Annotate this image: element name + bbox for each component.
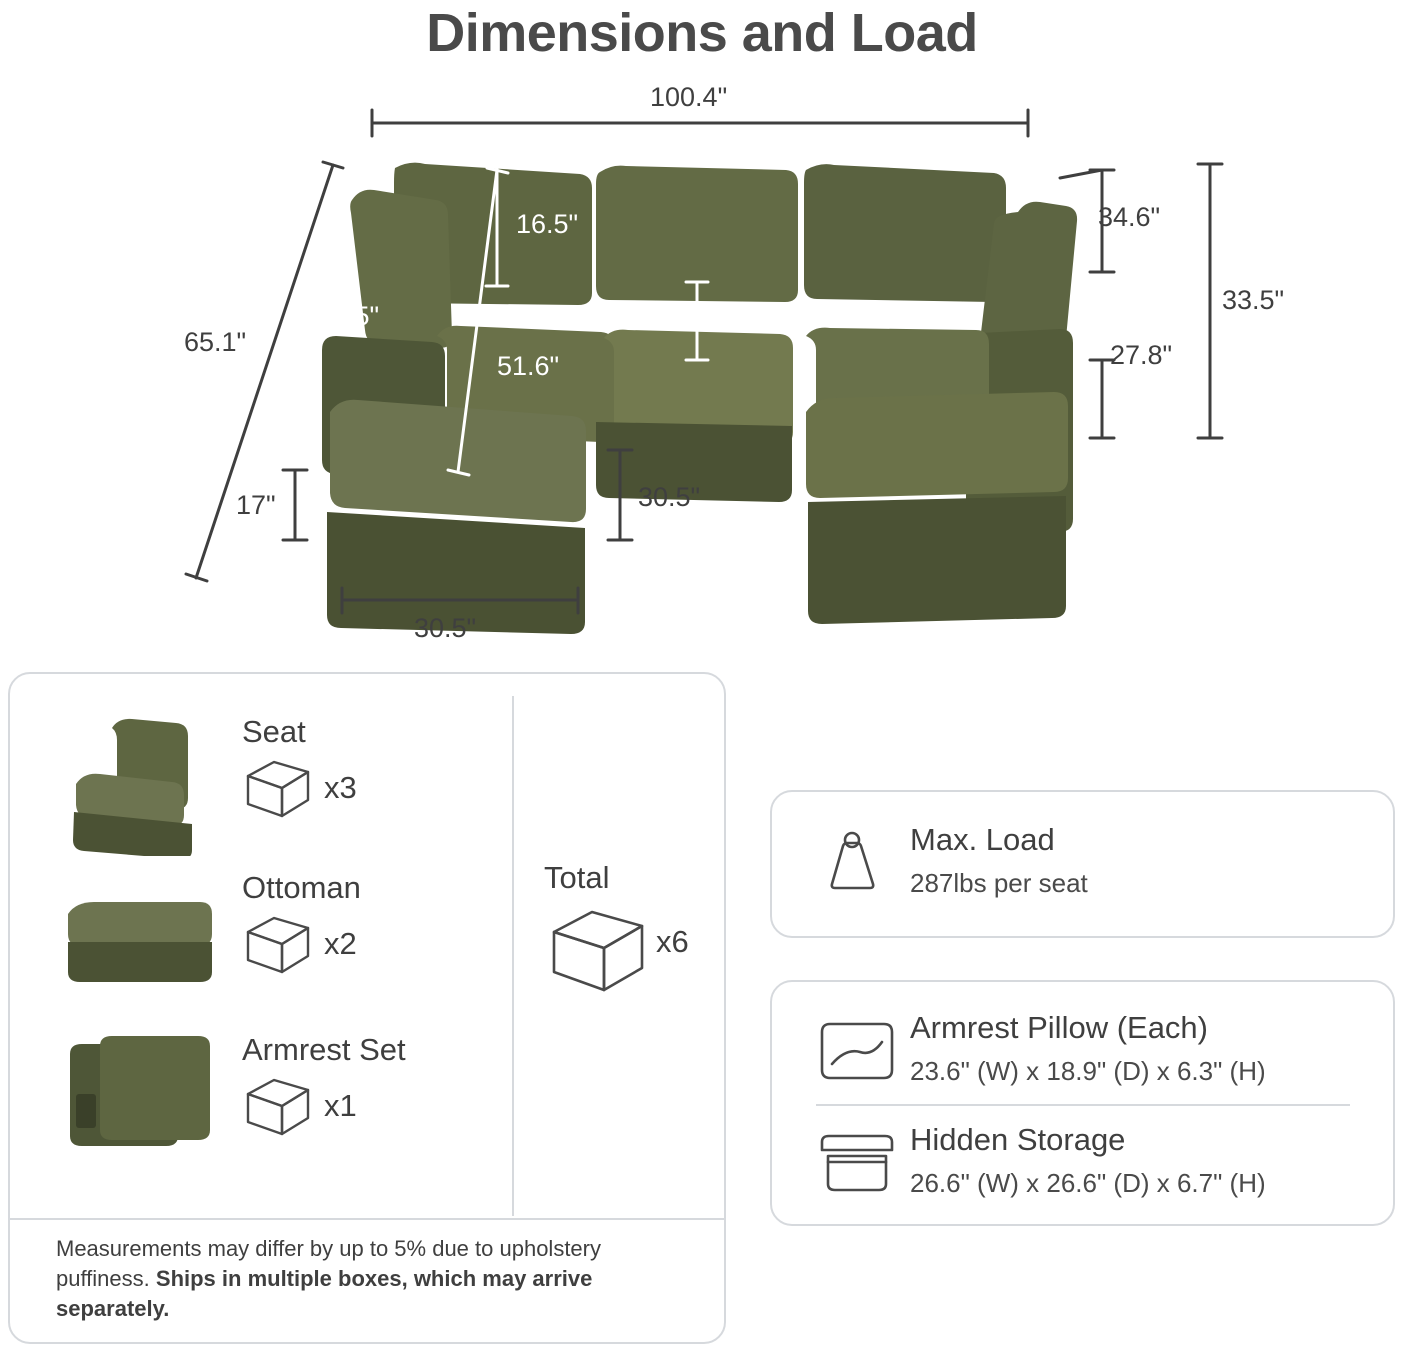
dim-back-cushion-height: 16.5" <box>516 209 579 239</box>
sofa-illustration <box>322 163 1077 634</box>
packing-item-label: Armrest Set <box>242 1032 406 1067</box>
page-title: Dimensions and Load <box>426 3 978 63</box>
packing-total-label: Total <box>544 860 610 895</box>
box-icon <box>546 906 650 996</box>
packing-item-seat <box>48 700 508 850</box>
box-icon <box>242 758 314 820</box>
dim-module-width: 30.5" <box>414 613 477 643</box>
armrest-pillow-title: Armrest Pillow (Each) <box>910 1010 1208 1045</box>
ottoman-module-icon <box>48 884 228 1004</box>
packing-total-qty: x6 <box>656 924 689 959</box>
box-icon <box>242 914 314 976</box>
dim-seat-cushion-height: 21.1" <box>722 303 785 333</box>
weight-icon <box>816 826 888 898</box>
packing-item-label: Seat <box>242 714 306 749</box>
dim-module-depth: 30.5" <box>638 482 701 512</box>
packing-item-armrest-set <box>48 1010 508 1180</box>
hidden-storage-title: Hidden Storage <box>910 1122 1126 1157</box>
disclaimer-bold: Ships in multiple boxes, which may arrive separately. <box>56 1266 593 1321</box>
specs-panel <box>770 980 1395 1226</box>
packing-item-ottoman <box>48 856 508 1006</box>
disclaimer-text <box>56 1234 616 1324</box>
packing-total <box>544 860 714 1000</box>
packing-item-qty: x3 <box>324 770 357 805</box>
packing-item-qty: x1 <box>324 1088 357 1123</box>
pillow-icon <box>814 1018 900 1084</box>
disclaimer-plain: Measurements may differ by up to 5% due to upholstery puffiness. <box>56 1236 601 1291</box>
hidden-storage-value: 26.6" (W) x 26.6" (D) x 6.7" (H) <box>910 1168 1266 1198</box>
sofa-dimension-drawing <box>0 60 1404 660</box>
packing-item-label: Ottoman <box>242 870 361 905</box>
panel-divider-vertical <box>512 696 514 1216</box>
dim-overall-depth-diagonal: 65.1" <box>184 327 247 357</box>
box-icon <box>242 1076 314 1138</box>
dim-overall-width: 100.4" <box>650 82 728 112</box>
armrest-pillow-value: 23.6" (W) x 18.9" (D) x 6.3" (H) <box>910 1056 1266 1086</box>
max-load-title: Max. Load <box>910 822 1055 857</box>
dim-arm-height: 27.8" <box>1110 340 1173 370</box>
dim-ottoman-height: 17" <box>236 490 276 520</box>
dim-seat-depth-diagonal: 51.6" <box>497 351 560 381</box>
dim-overall-height: 33.5" <box>1222 285 1285 315</box>
packing-item-qty: x2 <box>324 926 357 961</box>
dim-total-back-height: 34.6" <box>1098 202 1161 232</box>
dimensions-diagram <box>0 60 1404 660</box>
hidden-storage-icon <box>814 1128 900 1198</box>
seat-module-icon <box>54 706 224 856</box>
dim-arm-thickness: 3.5" <box>332 301 380 331</box>
specs-divider <box>816 1104 1350 1106</box>
max-load-value: 287lbs per seat <box>910 868 1088 898</box>
max-load-panel <box>770 790 1395 938</box>
panel-divider-horizontal <box>10 1218 724 1220</box>
armrest-set-icon <box>48 1020 228 1170</box>
